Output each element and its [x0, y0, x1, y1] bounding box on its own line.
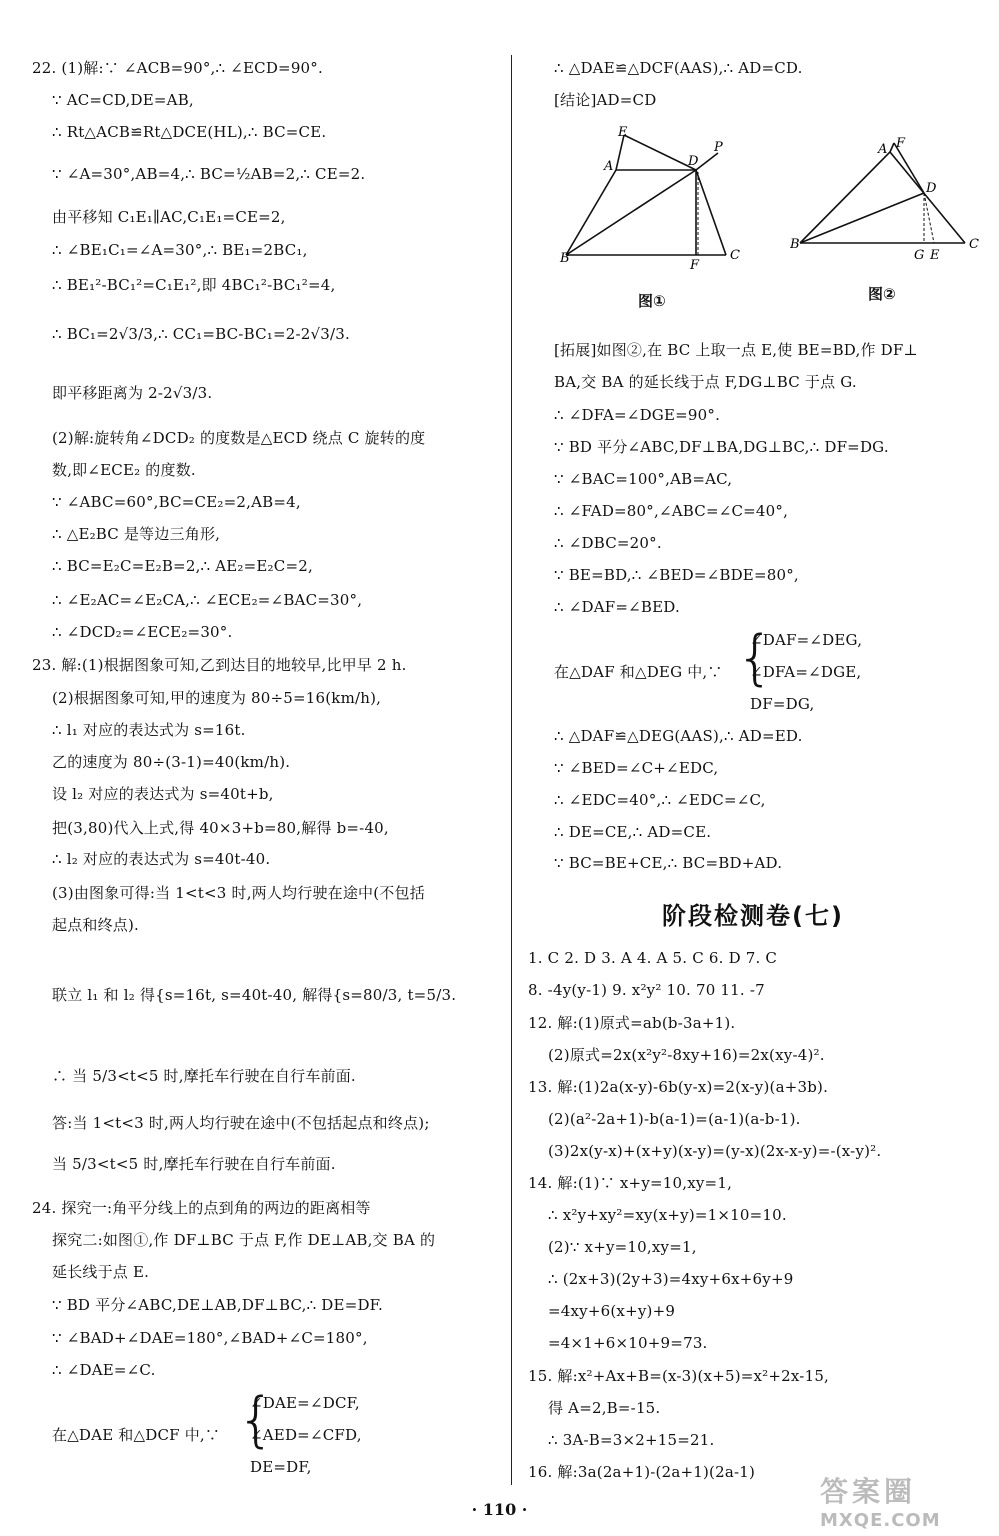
text-line: ∠DAF=∠DEG, [750, 631, 863, 649]
text-line: 把(3,80)代入上式,得 40×3+b=80,解得 b=-40, [52, 819, 389, 837]
text-line: ∵ BC=BE+CE,∴ BC=BD+AD. [554, 854, 783, 872]
text-line: 在△DAF 和△DEG 中,∵ [554, 663, 723, 681]
text-line: [拓展]如图②,在 BC 上取一点 E,使 BE=BD,作 DF⊥ [554, 341, 918, 359]
text-line: ∵ BD 平分∠ABC,DF⊥BA,DG⊥BC,∴ DF=DG. [554, 438, 889, 456]
figure-1-diagram [558, 120, 758, 270]
text-line: 14. 解:(1)∵ x+y=10,xy=1, [528, 1174, 733, 1192]
text-line: ∠DAE=∠DCF, [250, 1394, 360, 1412]
figure-2-label: B [790, 237, 800, 252]
text-line: ∴ BC₁=2√3/3,∴ CC₁=BC-BC₁=2-2√3/3. [52, 325, 350, 343]
text-line: ∴ l₁ 对应的表达式为 s=16t. [52, 721, 246, 739]
figure-1-label: D [688, 154, 699, 169]
text-line: ∵ ∠ABC=60°,BC=CE₂=2,AB=4, [52, 493, 301, 511]
text-line: ∵ BD 平分∠ABC,DE⊥AB,DF⊥BC,∴ DE=DF. [52, 1296, 383, 1314]
text-line: ∵ BE=BD,∴ ∠BED=∠BDE=80°, [554, 566, 799, 584]
text-line: ∴ ∠DBC=20°. [554, 534, 662, 552]
figure-2-caption: 图② [868, 285, 896, 303]
watermark-url: MXQE.COM [820, 1510, 941, 1531]
text-line: 22. (1)解:∵ ∠ACB=90°,∴ ∠ECD=90°. [32, 59, 323, 77]
figure-1-label: F [690, 258, 700, 270]
figure-1-label: B [560, 251, 570, 266]
text-line: 即平移距离为 2-2√3/3. [52, 384, 213, 402]
column-divider [511, 55, 512, 1485]
text-line: 起点和终点). [52, 916, 140, 934]
page-number: · 110 · [471, 1500, 528, 1519]
figure-2-label: A [878, 142, 888, 157]
text-line: 23. 解:(1)根据图象可知,乙到达目的地较早,比甲早 2 h. [32, 656, 407, 674]
text-line: (3)2x(y-x)+(x+y)(x-y)=(y-x)(2x-x-y)=-(x-y)². [548, 1142, 882, 1160]
figure-1-label: E [618, 125, 628, 140]
text-line: ∴ 当 5/3<t<5 时,摩托车行驶在自行车前面. [52, 1067, 356, 1085]
system-brace: { [736, 623, 775, 693]
figure-2-label: F [896, 136, 906, 151]
text-line: ∵ AC=CD,DE=AB, [52, 91, 194, 109]
text-line: ∴ ∠DAE=∠C. [52, 1361, 156, 1379]
text-line: ∴ △DAE≌△DCF(AAS),∴ AD=CD. [554, 59, 803, 77]
text-line: 探究二:如图①,作 DF⊥BC 于点 F,作 DE⊥AB,交 BA 的 [52, 1231, 436, 1249]
text-line: ∴ ∠BE₁C₁=∠A=30°,∴ BE₁=2BC₁, [52, 241, 308, 259]
text-line: ∵ ∠BAD+∠DAE=180°,∠BAD+∠C=180°, [52, 1329, 368, 1347]
text-line: 24. 探究一:角平分线上的点到角的两边的距离相等 [32, 1199, 371, 1217]
text-line: 15. 解:x²+Ax+B=(x-3)(x+5)=x²+2x-15, [528, 1367, 830, 1385]
text-line: =4xy+6(x+y)+9 [548, 1302, 676, 1320]
text-line: ∵ ∠BAC=100°,AB=AC, [554, 470, 733, 488]
text-line: ∠DFA=∠DGE, [750, 663, 862, 681]
text-line: ∴ BE₁²-BC₁²=C₁E₁²,即 4BC₁²-BC₁²=4, [52, 276, 336, 294]
figure-2-label: E [930, 248, 940, 263]
text-line: DE=DF, [250, 1458, 312, 1476]
text-line: ∴ BC=E₂C=E₂B=2,∴ AE₂=E₂C=2, [52, 557, 313, 575]
text-line: 设 l₂ 对应的表达式为 s=40t+b, [52, 785, 274, 803]
text-line: (2)原式=2x(x²y²-8xy+16)=2x(xy-4)². [548, 1046, 825, 1064]
text-line: 答:当 1<t<3 时,两人均行驶在途中(不包括起点和终点); [52, 1114, 430, 1132]
figure-1-label: C [730, 248, 740, 263]
text-line: 当 5/3<t<5 时,摩托车行驶在自行车前面. [52, 1155, 336, 1173]
text-line: 联立 l₁ 和 l₂ 得{s=16t, s=40t-40, 解得{s=80/3, t=5/3. [52, 986, 457, 1004]
system-brace: { [237, 1385, 276, 1455]
text-line: ∴ ∠DCD₂=∠ECE₂=30°. [52, 623, 233, 641]
figure-2-label: D [926, 181, 937, 196]
text-line: (2)根据图象可知,甲的速度为 80÷5=16(km/h), [52, 689, 382, 707]
text-line: ∴ △DAF≌△DEG(AAS),∴ AD=ED. [554, 727, 803, 745]
text-line: ∴ ∠DAF=∠BED. [554, 598, 680, 616]
text-line: 延长线于点 E. [52, 1263, 150, 1281]
text-line: (2)∵ x+y=10,xy=1, [548, 1238, 697, 1256]
text-line: ∴ l₂ 对应的表达式为 s=40t-40. [52, 850, 271, 868]
text-line: ∴ ∠DFA=∠DGE=90°. [554, 406, 721, 424]
text-line: (2)解:旋转角∠DCD₂ 的度数是△ECD 绕点 C 旋转的度 [52, 429, 426, 447]
figure-2-diagram [790, 135, 990, 265]
figure-1-label: A [604, 159, 614, 174]
text-line: (3)由图象可得:当 1<t<3 时,两人均行驶在途中(不包括 [52, 884, 425, 902]
text-line: ∴ 3A-B=3×2+15=21. [548, 1431, 715, 1449]
figure-1-label: P [714, 140, 723, 155]
text-line: 1. C 2. D 3. A 4. A 5. C 6. D 7. C [528, 949, 778, 967]
text-line: ∠AED=∠CFD, [250, 1426, 362, 1444]
text-line: BA,交 BA 的延长线于点 F,DG⊥BC 于点 G. [554, 373, 857, 391]
text-line: 12. 解:(1)原式=ab(b-3a+1). [528, 1014, 736, 1032]
text-line: ∵ ∠BED=∠C+∠EDC, [554, 759, 719, 777]
text-line: 得 A=2,B=-15. [548, 1399, 661, 1417]
figure-2-label: G [914, 248, 925, 263]
text-line: 16. 解:3a(2a+1)-(2a+1)(2a-1) [528, 1463, 756, 1481]
watermark-text: 答案圈 [820, 1475, 917, 1508]
text-line: ∴ ∠E₂AC=∠E₂CA,∴ ∠ECE₂=∠BAC=30°, [52, 591, 363, 609]
figure-2-label: C [969, 237, 979, 252]
text-line: 由平移知 C₁E₁∥AC,C₁E₁=CE=2, [52, 208, 286, 226]
text-line: ∴ Rt△ACB≌Rt△DCE(HL),∴ BC=CE. [52, 123, 327, 141]
text-line: (2)(a²-2a+1)-b(a-1)=(a-1)(a-b-1). [548, 1110, 801, 1128]
text-line: ∵ ∠A=30°,AB=4,∴ BC=½AB=2,∴ CE=2. [52, 165, 366, 183]
text-line: ∴ ∠FAD=80°,∠ABC=∠C=40°, [554, 502, 789, 520]
figure-1-caption: 图① [638, 292, 666, 310]
text-line: DF=DG, [750, 695, 815, 713]
text-line: 13. 解:(1)2a(x-y)-6b(y-x)=2(x-y)(a+3b). [528, 1078, 829, 1096]
text-line: 在△DAE 和△DCF 中,∵ [52, 1426, 221, 1444]
text-line: 乙的速度为 80÷(3-1)=40(km/h). [52, 753, 291, 771]
text-line: =4×1+6×10+9=73. [548, 1334, 708, 1352]
text-line: 8. -4y(y-1) 9. x²y² 10. 70 11. -7 [528, 981, 765, 999]
text-line: ∴ △E₂BC 是等边三角形, [52, 525, 221, 543]
text-line: ∴ DE=CE,∴ AD=CE. [554, 823, 712, 841]
text-line: ∴ x²y+xy²=xy(x+y)=1×10=10. [548, 1206, 787, 1224]
text-line: 数,即∠ECE₂ 的度数. [52, 461, 196, 479]
text-line: ∴ (2x+3)(2y+3)=4xy+6x+6y+9 [548, 1270, 794, 1288]
text-line: ∴ ∠EDC=40°,∴ ∠EDC=∠C, [554, 791, 766, 809]
text-line: [结论]AD=CD [554, 91, 657, 109]
watermark-logo [820, 1470, 990, 1530]
section-title: 阶段检测卷(七) [662, 902, 844, 930]
